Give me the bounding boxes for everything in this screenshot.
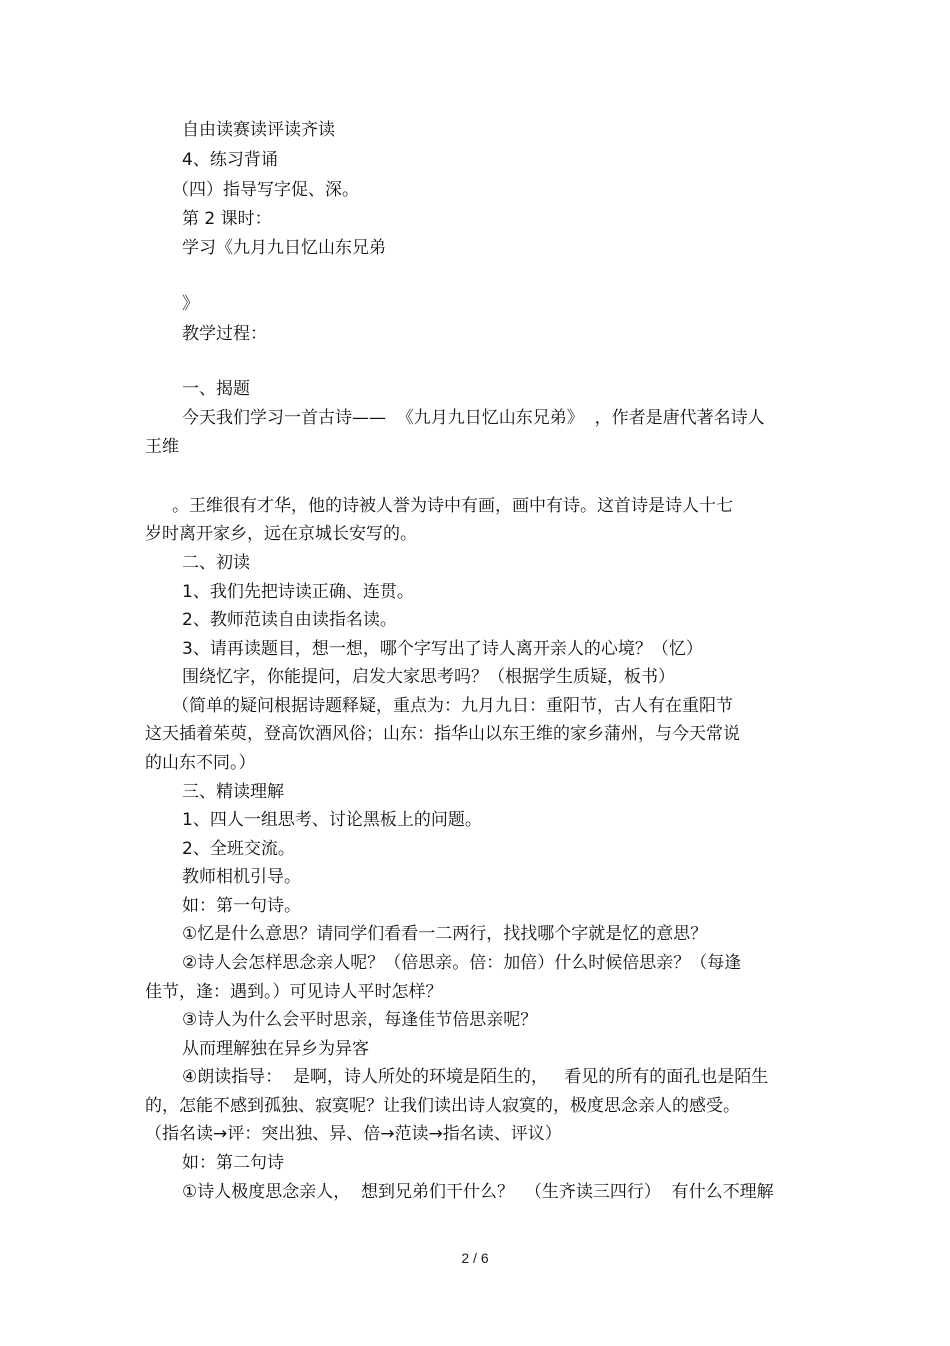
text-line: 如：第一句诗。	[182, 896, 301, 916]
section-heading: 一、揭题	[182, 379, 250, 399]
text-line: 王维	[145, 437, 179, 457]
text-line: 的，怎能不感到孤独、寂寞呢？让我们读出诗人寂寞的，极度思念亲人的感受。	[145, 1096, 740, 1116]
text-line: ③诗人为什么会平时思亲，每逢佳节倍思亲呢？	[182, 1010, 538, 1030]
text-line: 》	[182, 294, 199, 314]
section-heading: 二、初读	[182, 553, 250, 573]
text-line: 今天我们学习一首古诗—— 《九月九日忆山东兄弟》 ，作者是唐代著名诗人	[182, 408, 765, 428]
text-line: 这天插着茱萸，登高饮酒风俗；山东：指华山以东王维的家乡蒲州，与今天常说	[145, 724, 740, 744]
text-line: 2、教师范读自由读指名读。	[182, 610, 397, 630]
text-line: 3、请再读题目，想一想，哪个字写出了诗人离开亲人的心境？（忆）	[182, 639, 703, 659]
text-line: 围绕忆字，你能提问，启发大家思考吗？（根据学生质疑，板书）	[182, 667, 675, 687]
text-line: 的山东不同。）	[145, 753, 256, 773]
text-line: 4、练习背诵	[182, 150, 278, 170]
text-line: 。王维很有才华，他的诗被人誉为诗中有画，画中有诗。这首诗是诗人十七	[172, 496, 733, 516]
text-line: 1、四人一组思考、讨论黑板上的问题。	[182, 810, 482, 830]
text-line: 教师相机引导。	[182, 867, 301, 887]
text-line: 教学过程：	[182, 324, 267, 344]
page-number: 2 / 6	[461, 1250, 489, 1266]
text-line: 从而理解独在异乡为异客	[182, 1039, 369, 1059]
text-line: 学习《九月九日忆山东兄弟	[182, 238, 386, 258]
text-line: 1、我们先把诗读正确、连贯。	[182, 582, 414, 602]
text-line: 自由读赛读评读齐读	[182, 120, 335, 140]
text-line: 2、全班交流。	[182, 839, 295, 859]
text-line: 佳节，逢：遇到。）可见诗人平时怎样？	[145, 982, 443, 1002]
text-line: （简单的疑问根据诗题释疑，重点为：九月九日：重阳节，古人有在重阳节	[172, 696, 733, 716]
text-line: （四）指导写字促、深。	[172, 180, 359, 200]
text-line: ①忆是什么意思？请同学们看看一二两行，找找哪个字就是忆的意思？	[182, 924, 708, 944]
text-line: 岁时离开家乡，远在京城长安写的。	[145, 524, 417, 544]
text-line: ②诗人会怎样思念亲人呢？（倍思亲。倍：加倍）什么时候倍思亲？（每逢	[182, 953, 742, 973]
text-line: ①诗人极度思念亲人， 想到兄弟们干什么？ （生齐读三四行） 有什么不理解	[182, 1182, 774, 1202]
text-line: 第 2 课时：	[182, 209, 272, 229]
section-heading: 三、精读理解	[182, 782, 284, 802]
text-line: 如：第二句诗	[182, 1153, 284, 1173]
text-line: （指名读→评：突出独、异、倍→范读→指名读、评议）	[145, 1124, 562, 1144]
text-line: ④朗读指导： 是啊，诗人所处的环境是陌生的， 看见的所有的面孔也是陌生	[182, 1067, 769, 1087]
